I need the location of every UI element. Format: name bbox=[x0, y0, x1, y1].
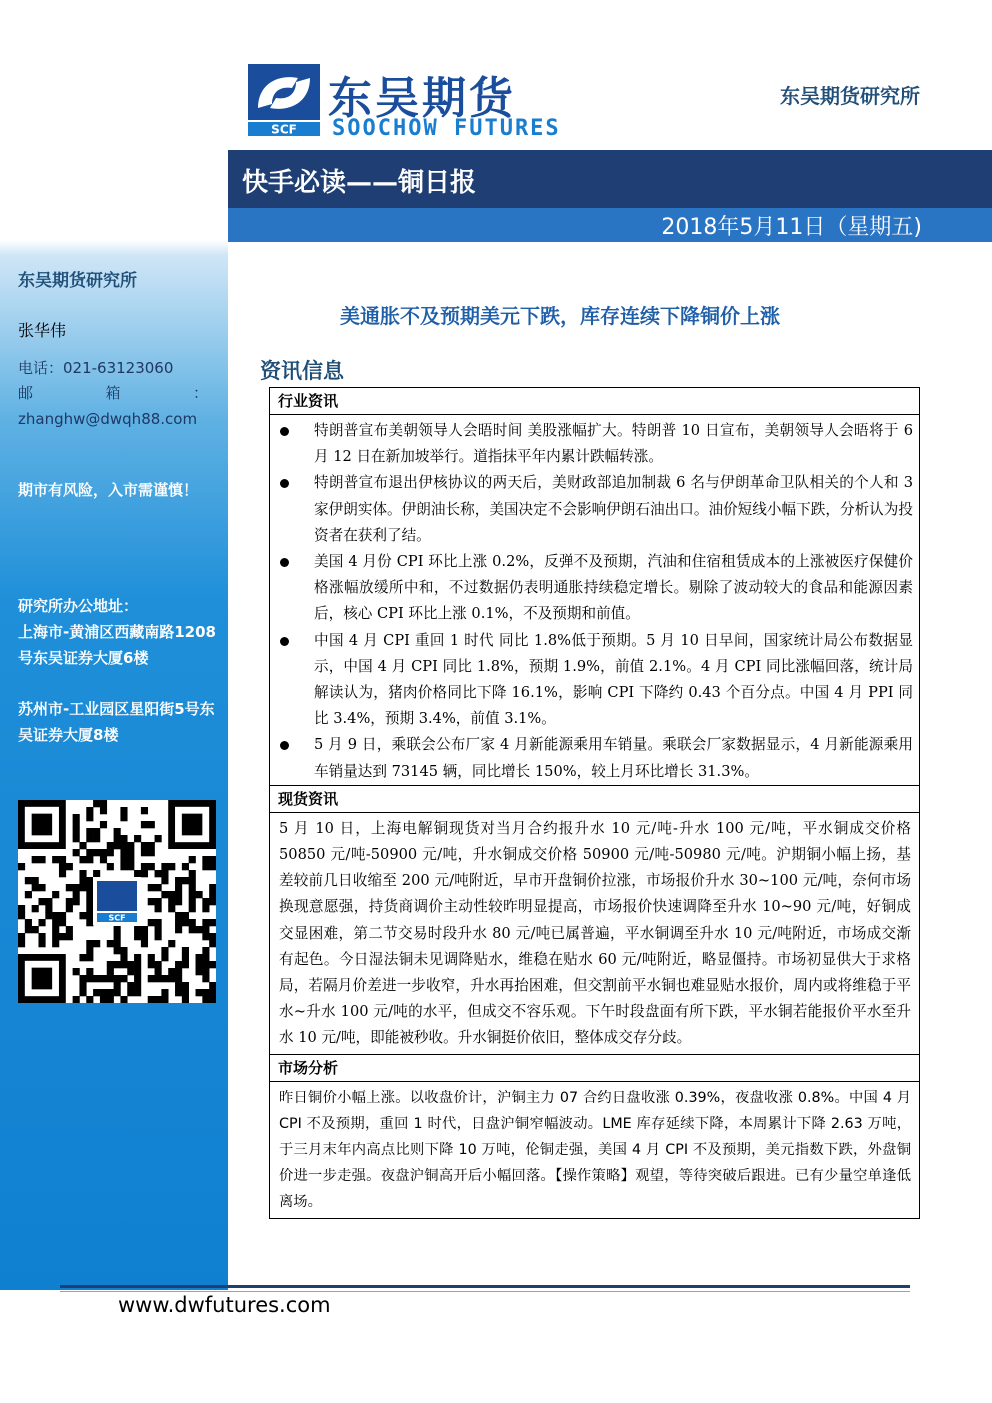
footer-website-link[interactable]: www.dwfutures.com bbox=[118, 1293, 331, 1317]
market-analysis-text: 昨日铜价小幅上涨。以收盘价计，沪铜主力 07 合约日盘收涨 0.39%，夜盘收涨 0.8%。中国 4 月 CPI 不及预期，重回 1 时代，日盘沪铜窄幅波动。LME 库存延续下降，本周累计下降 2.63 万吨，于三月末年内高点比则下降 10 万吨，伦铜走强，美国 4 月 CPI 不及预期，美元指数下跌，外盘铜价进一步走强。夜盘沪铜高开后小幅回落。【操作策略】观望，等待突破后跟进。已有少量空单逢低离场。 bbox=[279, 1089, 911, 1211]
industry-news-list bbox=[270, 415, 919, 785]
institute-name: 东吴期货研究所 bbox=[780, 84, 920, 108]
email-label-char: 邮 bbox=[18, 384, 34, 402]
list-item: 特朗普宣布退出伊核协议的两天后，美财政部追加制裁 6 名与伊朗革命卫队相关的个人和 3 家伊朗实体。伊朗油长称，美国决定不会影响伊朗石油出口。油价短线小幅下跌，分析认为投资者在获利了结。 bbox=[270, 470, 913, 549]
company-logo bbox=[248, 62, 578, 140]
logo-badge-text: SCF bbox=[271, 122, 297, 136]
logo-english: SOOCHOW FUTURES bbox=[332, 116, 561, 141]
qr-code-icon[interactable] bbox=[18, 800, 216, 1003]
analyst-phone: 电话：021-63123060 bbox=[18, 359, 174, 377]
address-suzhou: 苏州市-工业园区星阳街5号东吴证券大厦8楼 bbox=[18, 700, 215, 744]
sidebar bbox=[0, 0, 228, 1290]
qr-code-graphic bbox=[18, 800, 216, 1003]
market-analysis-header: 市场分析 bbox=[270, 1055, 919, 1082]
logo-chinese: 东吴期货 bbox=[328, 73, 516, 124]
news-table bbox=[269, 387, 920, 1219]
date-band bbox=[228, 208, 992, 242]
title-band bbox=[228, 150, 992, 208]
footer-divider bbox=[60, 1285, 910, 1288]
list-item: 特朗普宣布美朝领导人会晤时间 美股涨幅扩大。特朗普 10 日宣布，美朝领导人会晤将于 6 月 12 日在新加坡举行。道指抹平年内累计跌幅转涨。 bbox=[270, 418, 913, 470]
sidebar-org: 东吴期货研究所 bbox=[18, 271, 137, 291]
section-title: 资讯信息 bbox=[260, 359, 344, 383]
footer-divider-thin bbox=[60, 1291, 910, 1292]
list-item: 中国 4 月 CPI 重回 1 时代 同比 1.8%低于预期。5 月 10 日早间，国家统计局公布数据显示，中国 4 月 CPI 同比 1.8%，预期 1.9%，前值 2.1%。4 月 CPI 同比涨幅回落，统计局解读认为，猪肉价格同比下降 16.1%，影响 CPI 下降约 0.43 个百分点。中国 4 月 PPI 同比 3.4%，预期 3.4%，前值 3.1%。 bbox=[270, 628, 913, 733]
email-label bbox=[18, 382, 208, 403]
analyst-email[interactable]: zhanghw@dwqh88.com bbox=[18, 410, 198, 428]
email-label-char: ： bbox=[192, 384, 208, 402]
spot-news-text: 5 月 10 日，上海电解铜现货对当月合约报升水 10 元/吨-升水 100 元/吨，平水铜成交价格 50850 元/吨-50900 元/吨，升水铜成交价格 50900 元/吨-50980 元/吨。沪期铜小幅上扬，基差较前几日收缩至 200 元/吨附近，早市开盘铜价拉涨，市场报价升水 30~100 元/吨，奈何市场换现意愿强，持货商调价主动性较昨明显提高，市场报价快速调降至升水 10~90 元/吨，好铜成交显困难，第二节交易时段升水 80 元/吨已属普遍，平水铜调至升水 10 元/吨附近，市场成交渐有起色。今日湿法铜未见调降贴水，维稳在贴水 60 元/吨附近，略显僵持。市场初显供大于求格局，若隔月价差进一步收窄，升水再抬困难，但交割前平水铜也难显贴水报价，周内或将维稳于平水~升水 100 元/吨的水平，但成交不容乐观。下午时段盘面有所下跌，平水铜若能报价平水至升水 10 元/吨，即能被秒收。升水铜挺价依旧，整体成交存分歧。 bbox=[279, 819, 911, 1047]
report-headline: 美通胀不及预期美元下跌，库存连续下降铜价上涨 bbox=[340, 304, 780, 328]
list-item: 5 月 9 日，乘联会公布厂家 4 月新能源乘用车销量。乘联会厂家数据显示，4 月新能源乘用车销量达到 73145 辆，同比增长 150%，较上月环比增长 31.3%。 bbox=[270, 732, 913, 784]
logo-icon bbox=[248, 64, 320, 136]
industry-news-header: 行业资讯 bbox=[270, 388, 919, 415]
email-label-char: 箱 bbox=[105, 384, 121, 402]
spot-news-header: 现货资讯 bbox=[270, 786, 919, 813]
address-shanghai: 上海市-黄浦区西藏南路1208号东吴证券大厦6楼 bbox=[18, 623, 216, 667]
analyst-name: 张华伟 bbox=[18, 321, 67, 340]
address-title: 研究所办公地址： bbox=[18, 597, 139, 615]
qr-badge-text: SCF bbox=[108, 913, 126, 923]
market-analysis-body bbox=[270, 1082, 919, 1218]
industry-news-body bbox=[270, 415, 919, 786]
report-date: 2018年5月11日（星期五) bbox=[661, 215, 922, 240]
spot-news-body bbox=[270, 813, 919, 1055]
list-item: 美国 4 月份 CPI 环比上涨 0.2%，反弹不及预期，汽油和住宿租赁成本的上涨被医疗保健价格涨幅放缓所中和，不过数据仍表明通胀持续稳定增长。剔除了波动较大的食品和能源因素后，核心 CPI 环比上涨 0.1%，不及预期和前值。 bbox=[270, 549, 913, 628]
risk-notice: 期市有风险，入市需谨慎！ bbox=[18, 481, 199, 499]
report-title: 快手必读——铜日报 bbox=[242, 168, 477, 198]
